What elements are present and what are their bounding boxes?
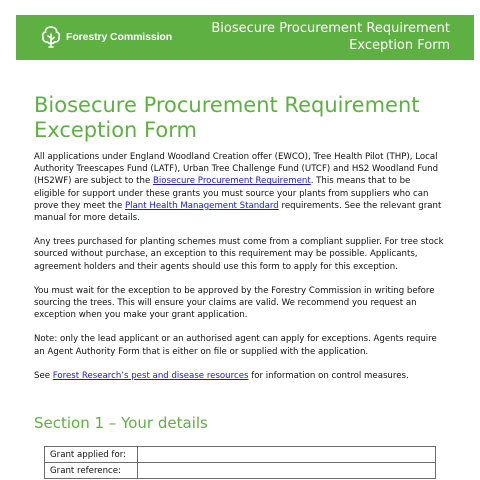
intro-paragraph-2: Any trees purchased for planting schemes must come from a compliant supplier. For tree stock sourced without purchase, an exception to this requirement may be possible. Applicants, agreement holders and their agents should use this form to apply for this exception. <box>34 237 444 272</box>
p1-text-2: . This means that to be eligible for support under these grants you must source your plants from suppliers who can prove they meet the <box>34 176 429 211</box>
p1-text-3: requirements. See the relevant grant manual for more details. <box>34 200 442 224</box>
grant-reference-label: Grant reference: <box>45 463 138 479</box>
plant-health-standard-link[interactable]: Plant Health Management Standard <box>124 200 279 211</box>
intro-paragraph-3: You must wait for the exception to be approved by the Forestry Commission in writing before sourcing the trees. This will ensure your claims are valid. We recommend you request an exception when you make your grant application. <box>34 285 435 321</box>
section-1-title: Section 1 – Your details <box>34 414 208 432</box>
forestry-commission-logo <box>40 23 172 51</box>
table-row <box>45 463 436 479</box>
page-title-line1: Biosecure Procurement Requirement <box>34 93 420 117</box>
logo-text: Forestry Commission <box>66 31 173 43</box>
intro-paragraph-5 <box>34 370 444 382</box>
p5-text-2: for information on control measures. <box>248 370 409 381</box>
grant-reference-field[interactable] <box>138 463 436 479</box>
table-row <box>45 447 436 463</box>
grant-applied-label: Grant applied for: <box>45 447 138 463</box>
intro-paragraph-4: Note: only the lead applicant or an authorised agent can apply for exceptions. Agents require an Agent Authority Form that is either on file or supplied with the application. <box>34 334 437 357</box>
header-banner <box>16 15 474 60</box>
intro-content <box>34 151 444 394</box>
tree-logo-icon <box>40 25 62 49</box>
p1-text-1: All applications under England Woodland Creation offer (EWCO), Tree Health Pilot (THP), Local Authority Treescapes Fund (LATF), Urban Tree Challenge Fund (UTCF) and HS2 Woodland Fund (HS2WF) are subject to the <box>34 152 439 187</box>
biosecure-procurement-link[interactable]: Biosecure Procurement Requirement <box>152 176 311 187</box>
intro-paragraph-1 <box>34 151 444 224</box>
grant-applied-field[interactable] <box>138 447 436 463</box>
page-title <box>34 93 420 143</box>
banner-title <box>211 20 450 54</box>
forest-research-link[interactable]: Forest Research’s pest and disease resources <box>52 370 249 381</box>
banner-title-line2: Exception Form <box>349 38 450 53</box>
banner-title-line1: Biosecure Procurement Requirement <box>211 21 450 36</box>
page-title-line2: Exception Form <box>34 118 197 142</box>
details-table <box>44 446 436 479</box>
p5-text-1: See <box>34 370 53 381</box>
